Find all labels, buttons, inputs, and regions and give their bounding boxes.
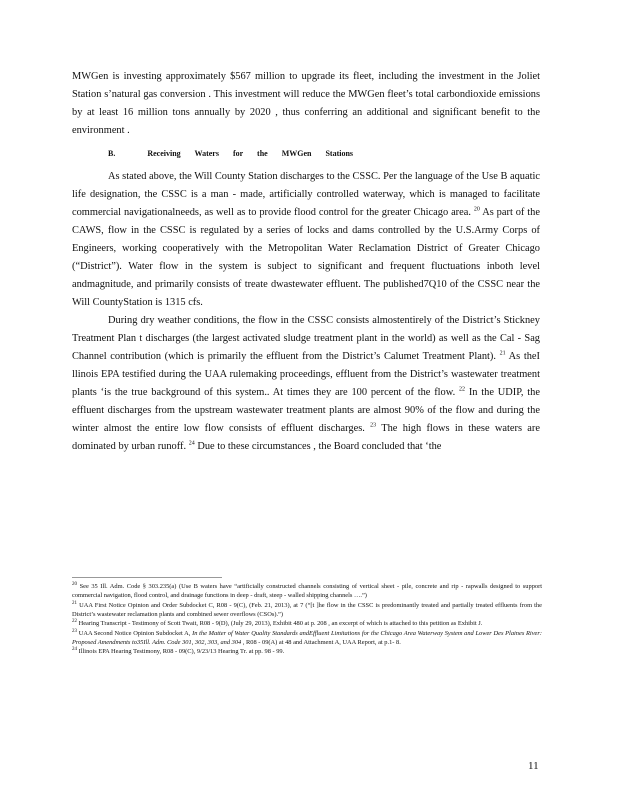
footnotes bbox=[72, 582, 542, 657]
footnote-ref-22[interactable]: 22 bbox=[459, 386, 465, 393]
footnote-23 bbox=[72, 629, 542, 647]
footnote-text: UAA First Notice Opinion and Order Subdocket C, R08 - 9(C), (Feb. 21, 2013), at 7 (“[t ]he flow in the CSSC is predominantly treated and partially treated effluents from the District’s wastewater reclamation plants and combined sewer overflows (CSOs).”) bbox=[72, 601, 542, 618]
footnote-21 bbox=[72, 601, 542, 619]
footnote-text: UAA Second Notice Opinion Subdocket A, bbox=[78, 629, 191, 637]
footnote-number: 23 bbox=[72, 628, 77, 634]
text-segment: During dry weather conditions, the flow in the CSSC consists almostentirely of the District’s Stickney Treatment Plan t discharges (the largest activated sludge treatment plant in the world) as well as the Cal - Sag Channel contribution (which is primarily the effluent from the District’s Calumet Treatment Plant). bbox=[72, 315, 540, 362]
body-text bbox=[72, 68, 540, 456]
footnote-ref-24[interactable]: 24 bbox=[188, 440, 195, 447]
paragraph-investment: MWGen is investing approximately $567 million to upgrade its fleet, including the investment in the Joliet Station s’natural gas conversion . This investment will reduce the MWGen fleet’s total carbondioxide emissions by at least 16 million tons annually by 2020 , thus conferring an additional and significant benefit to the environment . bbox=[72, 71, 540, 136]
footnote-number: 20 bbox=[72, 581, 77, 587]
footnote-ref-21[interactable]: 21 bbox=[499, 350, 506, 357]
footnote-divider bbox=[72, 577, 222, 578]
footnote-ref-23[interactable]: 23 bbox=[370, 422, 377, 429]
footnote-text: See 35 Ill. Adm. Code § 303.235(a) (Use B waters have “artificially constructed channels consisting of vertical sheet - pile, concrete and rip - rapwalls designed to support commercial navigation, flood control, and drainage functions in deep - draft, steep - walled shipping channels ….”) bbox=[72, 583, 542, 599]
paragraph-receiving-waters bbox=[72, 168, 540, 312]
footnote-number: 24 bbox=[72, 646, 77, 652]
footnote-text: , R08 - 09(A) at 48 and Attachment A, UAA Report, at p.1- 8. bbox=[242, 638, 401, 646]
footnote-number: 21 bbox=[72, 600, 77, 606]
section-number: B. bbox=[108, 149, 116, 158]
footnote-24 bbox=[72, 647, 542, 656]
text-segment: As part of the CAWS, flow in the CSSC is regulated by a series of locks and dams controlled by the U.S.Army Corps of Engineers, working cooperatively with the Metropolitan Water Reclamation District of Greater Chicago (“District”). Water flow in the system is subject to significant and frequent fluctuations inboth level andmagnitude, and primarily consists of treate dwastewater effluent. The published7Q10 of the CSSC near the Will CountyStation is 1315 cfs. bbox=[72, 207, 540, 308]
text-segment: As theI llinois EPA testified during the UAA rulemaking proceedings, effluent from the District’s wastewater treatment plants ‘is the true background of this system.. At times they are 100 percent of the flow. bbox=[72, 351, 541, 398]
text-segment: The high flows in these waters are dominated by urban runoff. bbox=[72, 423, 540, 452]
page-number: 11 bbox=[528, 760, 539, 772]
footnote-20 bbox=[72, 582, 542, 600]
text-segment: As stated above, the Will County Station discharges to the CSSC. Per the language of the Use B aquatic life designation, the CSSC is a man - made, artificially controlled waterway, which is managed to facilitate commercial navigationalneeds, as well as to provide flood control for the greater Chicago area. bbox=[72, 171, 540, 218]
section-heading bbox=[108, 146, 540, 162]
footnote-number: 22 bbox=[72, 618, 77, 624]
footnote-text: Illinois EPA Hearing Testimony, R08 - 09(C), 9/23/13 Hearing Tr. at pp. 98 - 99. bbox=[78, 648, 285, 655]
footnote-22 bbox=[72, 619, 542, 628]
paragraph-dry-weather bbox=[72, 312, 540, 456]
footnote-text: Hearing Transcript - Testimony of Scott Twait, R08 - 9(D), (July 29, 2013), Exhibit 480 at p. 208 , an excerpt of which is attached to this petition as Exhibit J. bbox=[78, 620, 483, 627]
section-title: Receiving Waters for the MWGen Stations bbox=[147, 149, 354, 158]
text-segment: Due to these circumstances , the Board concluded that ‘the bbox=[197, 441, 442, 452]
footnote-ref-20[interactable]: 20 bbox=[473, 206, 480, 213]
text-segment: In the UDIP, the effluent discharges from the upstream wastewater treatment plants are almost 90% of the flow and during the winter almost the entire low flow consists of effluent discharges. bbox=[72, 387, 540, 434]
footnote-citation-title: In the Matter of Water Quality Standards andEffluent Limitations for the Chicago Area Waterway System and Lower Des Plaines River: Proposed Amendments to35Ill. Adm. Code 301, 302, 303, and 304 bbox=[72, 629, 542, 646]
